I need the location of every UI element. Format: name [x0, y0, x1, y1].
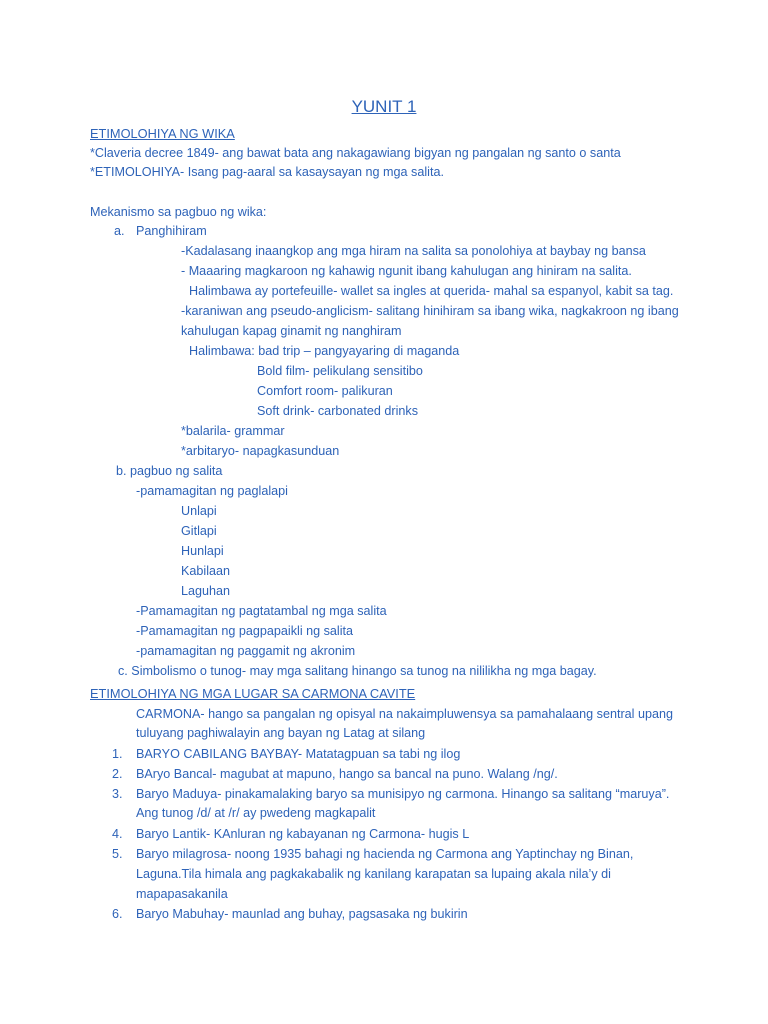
numbered-item-text: Baryo milagrosa- noong 1935 bahagi ng hacienda ng Carmona ang Yaptinchay ng Binan,	[136, 847, 634, 861]
paragraph-line: tuluyang paghiwalayin ang bayan ng Latag at silang	[136, 726, 426, 740]
numbered-item-marker: 1.	[112, 747, 123, 761]
paragraph-line: -pamamagitan ng paggamit ng akronim	[136, 644, 356, 658]
example-line: Comfort room- palikuran	[257, 384, 393, 398]
paragraph-line: *ETIMOLOHIYA- Isang pag-aaral sa kasaysayan ng mga salita.	[90, 165, 444, 179]
paragraph-line: -pamamagitan ng paglalapi	[136, 484, 288, 498]
list-item-simbolismo: c. Simbolismo o tunog- may mga salitang hinango sa tunog na nililikha ng mga bagay.	[118, 664, 597, 678]
list-item-panghihiram: Panghihiram	[136, 224, 207, 238]
section-heading-etimolohiya-ng-wika: ETIMOLOHIYA NG WIKA	[90, 126, 235, 141]
numbered-item-marker: 5.	[112, 847, 123, 861]
numbered-item-marker: 6.	[112, 907, 123, 921]
mekanismo-heading: Mekanismo sa pagbuo ng wika:	[90, 205, 267, 219]
numbered-item-text: Baryo Lantik- KAnluran ng kabayanan ng Carmona- hugis L	[136, 827, 470, 841]
sublist-item: Laguhan	[181, 584, 231, 598]
numbered-item-text: Ang tunog /d/ at /r/ ay pwedeng magkapalit	[136, 806, 376, 820]
numbered-item-text: Baryo Maduya- pinakamalaking baryo sa munisipyo ng carmona. Hinango sa salitang “maruya”.	[136, 787, 670, 801]
sublist-item: Hunlapi	[181, 544, 224, 558]
sublist-item: Kabilaan	[181, 564, 231, 578]
paragraph-line: - Maaaring magkaroon ng kahawig ngunit ibang kahulugan ang hiniram na salita.	[181, 264, 632, 278]
paragraph-line: *balarila- grammar	[181, 424, 285, 438]
numbered-item-marker: 4.	[112, 827, 123, 841]
paragraph-line: Halimbawa: bad trip – pangyayaring di maganda	[189, 344, 460, 358]
paragraph-line: *Claveria decree 1849- ang bawat bata ang nakagawiang bigyan ng pangalan ng santo o santa	[90, 146, 621, 160]
paragraph-line: -Kadalasang inaangkop ang mga hiram na salita sa ponolohiya at baybay ng bansa	[181, 244, 646, 258]
page-title: YUNIT 1	[351, 97, 417, 116]
numbered-item-text: Baryo Mabuhay- maunlad ang buhay, pagsasaka ng bukirin	[136, 907, 468, 921]
paragraph-line: kahulugan kapag ginamit ng nanghiram	[181, 324, 402, 338]
numbered-item-text: BARYO CABILANG BAYBAY- Matatagpuan sa tabi ng ilog	[136, 747, 461, 761]
numbered-item-text: Laguna.Tila himala ang pagkakabalik ng kanilang karapatan sa lupaing akala nila’y di	[136, 867, 611, 881]
numbered-item-text: BAryo Bancal- magubat at mapuno, hango sa bancal na puno. Walang /ng/.	[136, 767, 558, 781]
paragraph-line: Halimbawa ay portefeuille- wallet sa ingles at querida- mahal sa espanyol, kabit sa tag.	[189, 284, 674, 298]
numbered-item-marker: 2.	[112, 767, 123, 781]
example-line: Soft drink- carbonated drinks	[257, 404, 419, 418]
paragraph-line: CARMONA- hango sa pangalan ng opisyal na nakaimpluwensya sa pamahalaang sentral upang	[136, 707, 673, 721]
example-line: Bold film- pelikulang sensitibo	[257, 364, 423, 378]
paragraph-line: -Pamamagitan ng pagpapaikli ng salita	[136, 624, 354, 638]
list-marker-a: a.	[114, 224, 125, 238]
paragraph-line: *arbitaryo- napagkasunduan	[181, 444, 340, 458]
section-heading-carmona-cavite: ETIMOLOHIYA NG MGA LUGAR SA CARMONA CAVITE	[90, 686, 416, 701]
sublist-item: Gitlapi	[181, 524, 217, 538]
sublist-item: Unlapi	[181, 504, 217, 518]
paragraph-line: -Pamamagitan ng pagtatambal ng mga salita	[136, 604, 387, 618]
paragraph-line: -karaniwan ang pseudo-anglicism- salitang hinihiram sa ibang wika, nagkakroon ng ibang	[181, 304, 679, 318]
list-item-pagbuo-ng-salita: b. pagbuo ng salita	[116, 464, 223, 478]
numbered-item-text: mapapasakanila	[136, 887, 228, 901]
numbered-item-marker: 3.	[112, 787, 123, 801]
